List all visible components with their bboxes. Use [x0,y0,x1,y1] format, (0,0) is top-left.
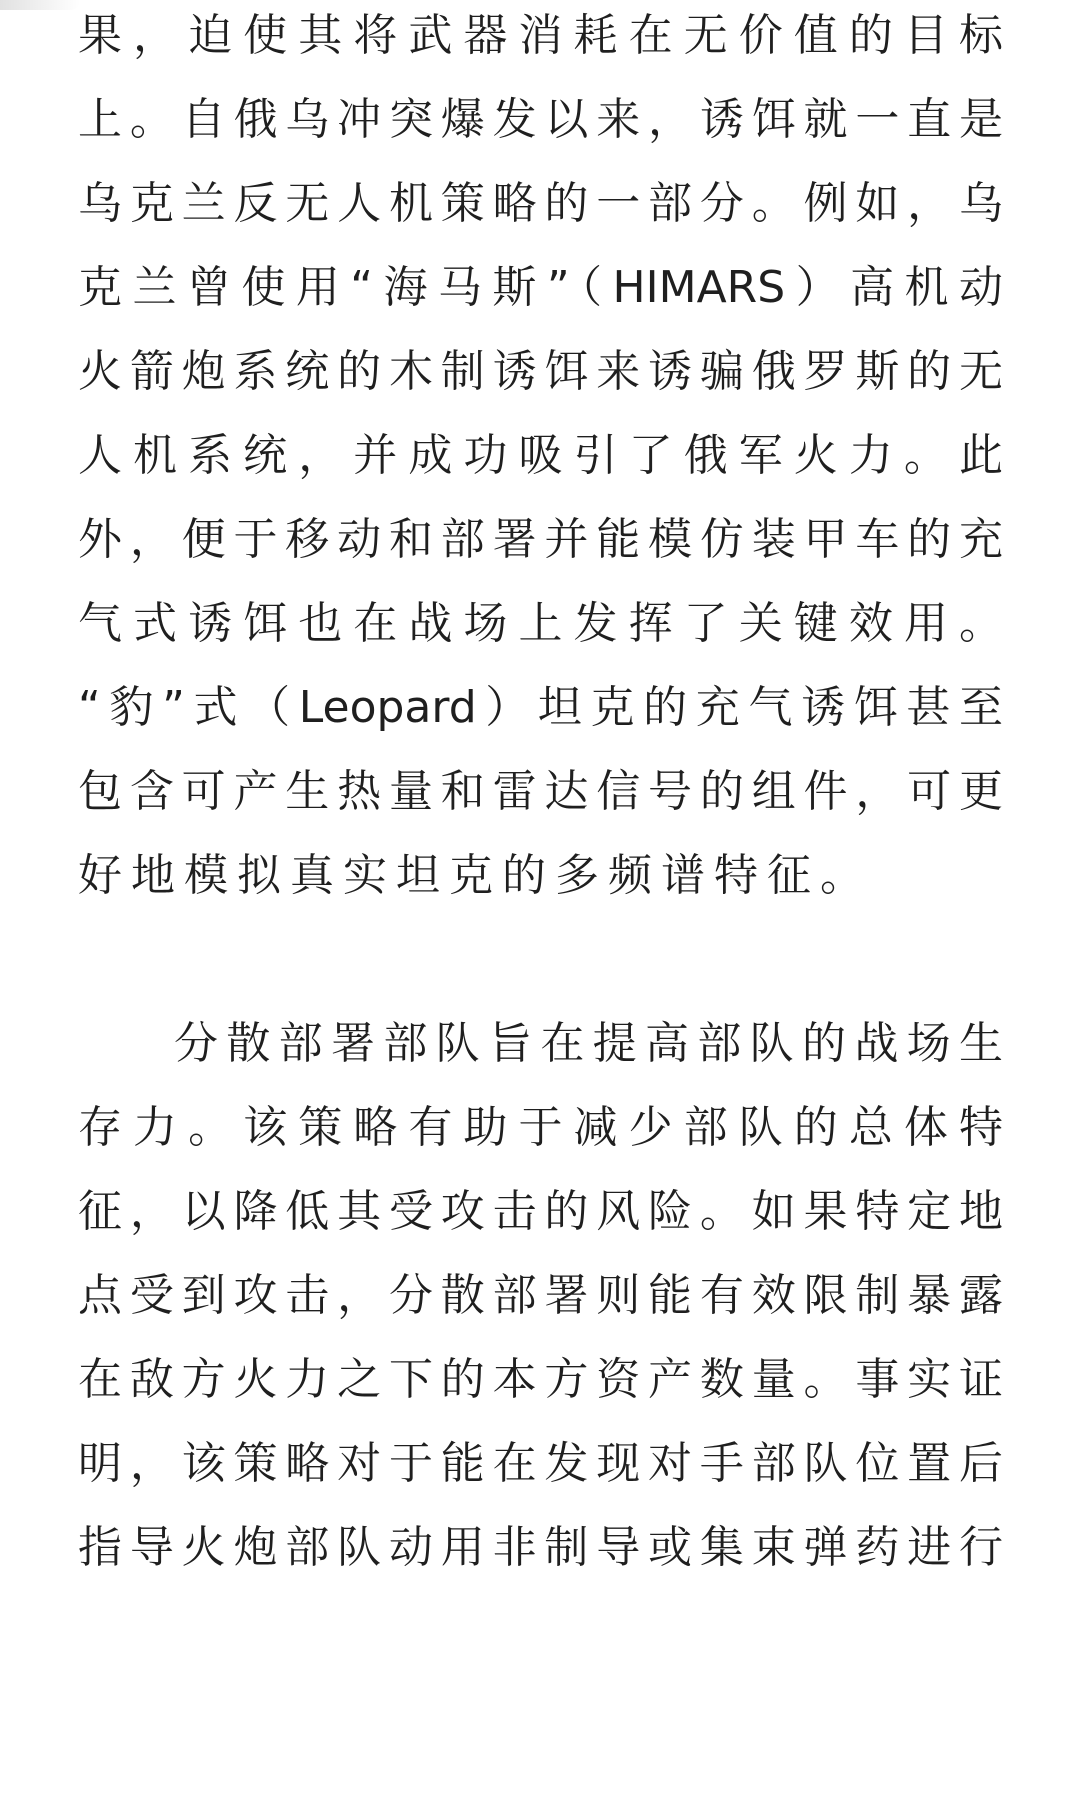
paragraph-line: 点受到攻击，分散部署则能有效限制暴露 [78,1270,1003,1321]
paragraph-line: 明，该策略对于能在发现对手部队位置后 [78,1438,1003,1489]
paragraph-line: “豹”式（Leopard）坦克的充气诱饵甚至 [78,682,1003,733]
paragraph-line: 人机系统，并成功吸引了俄军火力。此 [78,430,1003,481]
paragraph-line: 在敌方火力之下的本方资产数量。事实证 [78,1354,1003,1405]
paragraph-line: 好地模拟真实坦克的多频谱特征。 [78,850,873,901]
paragraph-line: 存力。该策略有助于减少部队的总体特 [78,1102,1003,1153]
paragraph-line: 外，便于移动和部署并能模仿装甲车的充 [78,514,1003,565]
paragraph-line: 气式诱饵也在战场上发挥了关键效用。 [78,598,1003,649]
paragraph-line: 包含可产生热量和雷达信号的组件，可更 [78,766,1003,817]
paragraph-line: 乌克兰反无人机策略的一部分。例如，乌 [78,178,1003,229]
paragraph-line: 征，以降低其受攻击的风险。如果特定地 [78,1186,1003,1237]
paragraph-line: 火箭炮系统的木制诱饵来诱骗俄罗斯的无 [78,346,1003,397]
paragraph-line: 上。自俄乌冲突爆发以来，诱饵就一直是 [78,94,1003,145]
paragraph-line: 指导火炮部队动用非制导或集束弹药进行 [78,1522,1003,1573]
paragraph-line: 果，迫使其将武器消耗在无价值的目标 [78,10,1003,61]
paragraph-line: 克兰曾使用“海马斯”（HIMARS）高机动 [78,262,1003,313]
top-left-corner-decoration [0,0,80,10]
paragraph-line: 分散部署部队旨在提高部队的战场生 [174,1018,1003,1069]
